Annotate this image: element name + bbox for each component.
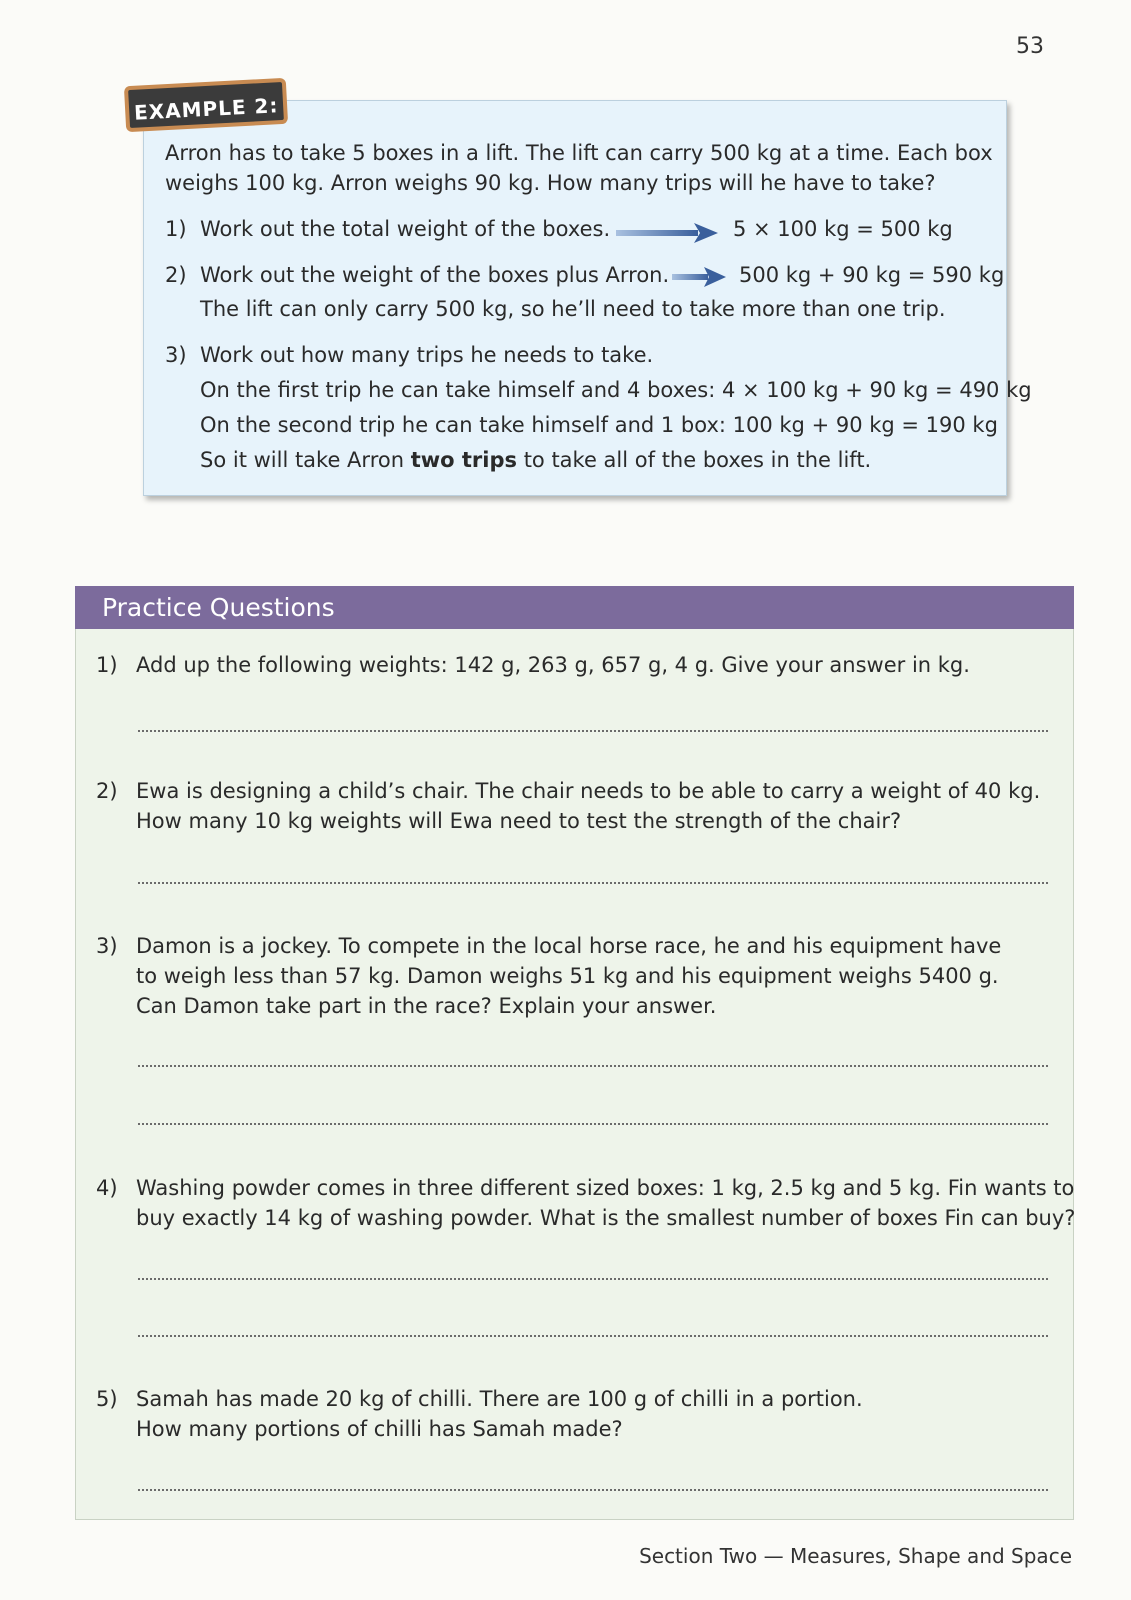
step-2-text: Work out the weight of the boxes plus Arron. <box>200 263 670 287</box>
step-1-arrow-icon <box>616 222 718 244</box>
question-4-answer-line-1[interactable] <box>138 1278 1048 1280</box>
step-2-result: 500 kg + 90 kg = 590 kg <box>739 263 1005 287</box>
page-number: 53 <box>1016 34 1044 59</box>
question-1-line-1: Add up the following weights: 142 g, 263 g, 657 g, 4 g. Give your answer in kg. <box>136 653 970 677</box>
example-conclusion <box>200 445 871 475</box>
step-1-text: Work out the total weight of the boxes. <box>200 217 611 241</box>
question-2-answer-line[interactable] <box>138 882 1048 884</box>
question-3-line-3: Can Damon take part in the race? Explain your answer. <box>136 994 717 1018</box>
question-3-line-1: Damon is a jockey. To compete in the local horse race, he and his equipment have <box>136 934 1002 958</box>
step-1-result: 5 × 100 kg = 500 kg <box>733 217 953 241</box>
step-2-arrow-icon <box>672 266 726 288</box>
step-2-note: The lift can only carry 500 kg, so he’ll need to take more than one trip. <box>200 297 946 321</box>
question-1-number: 1) <box>96 653 118 677</box>
question-5-number: 5) <box>96 1387 118 1411</box>
question-5-answer-line[interactable] <box>138 1489 1048 1491</box>
question-3-line-2: to weigh less than 57 kg. Damon weighs 51 kg and his equipment weighs 5400 g. <box>136 964 999 988</box>
example-intro-line-2: weighs 100 kg. Arron weighs 90 kg. How many trips will he have to take? <box>165 171 936 195</box>
question-3-number: 3) <box>96 934 118 958</box>
question-4-answer-line-2[interactable] <box>138 1335 1048 1337</box>
question-4-number: 4) <box>96 1176 118 1200</box>
practice-questions-box <box>75 586 1074 1520</box>
conclusion-pre: So it will take Arron <box>200 448 411 472</box>
step-3-text: Work out how many trips he needs to take. <box>200 343 654 367</box>
question-3-answer-line-1[interactable] <box>138 1065 1048 1067</box>
step-3-line-1: On the first trip he can take himself and 4 boxes: 4 × 100 kg + 90 kg = 490 kg <box>200 378 1032 402</box>
step-3-line-2: On the second trip he can take himself and 1 box: 100 kg + 90 kg = 190 kg <box>200 413 998 437</box>
question-5-line-2: How many portions of chilli has Samah made? <box>136 1417 623 1441</box>
example-badge: EXAMPLE 2: <box>124 78 288 132</box>
question-4-line-1: Washing powder comes in three different sized boxes: 1 kg, 2.5 kg and 5 kg. Fin wants to <box>136 1176 1075 1200</box>
question-2-line-2: How many 10 kg weights will Ewa need to test the strength of the chair? <box>136 809 902 833</box>
section-footer: Section Two — Measures, Shape and Space <box>639 1544 1072 1568</box>
question-1-answer-line[interactable] <box>138 730 1048 732</box>
step-2-number: 2) <box>165 263 187 287</box>
question-3-answer-line-2[interactable] <box>138 1123 1048 1125</box>
step-1-number: 1) <box>165 217 187 241</box>
conclusion-post: to take all of the boxes in the lift. <box>517 448 872 472</box>
question-2-number: 2) <box>96 779 118 803</box>
question-5-line-1: Samah has made 20 kg of chilli. There are 100 g of chilli in a portion. <box>136 1387 863 1411</box>
conclusion-bold: two trips <box>410 448 518 472</box>
question-4-line-2: buy exactly 14 kg of washing powder. What is the smallest number of boxes Fin can buy? <box>136 1206 1076 1230</box>
example-intro-line-1: Arron has to take 5 boxes in a lift. The lift can carry 500 kg at a time. Each box <box>165 141 993 165</box>
practice-title: Practice Questions <box>102 593 335 622</box>
step-3-number: 3) <box>165 343 187 367</box>
question-2-line-1: Ewa is designing a child’s chair. The chair needs to be able to carry a weight of 40 kg. <box>136 779 1041 803</box>
